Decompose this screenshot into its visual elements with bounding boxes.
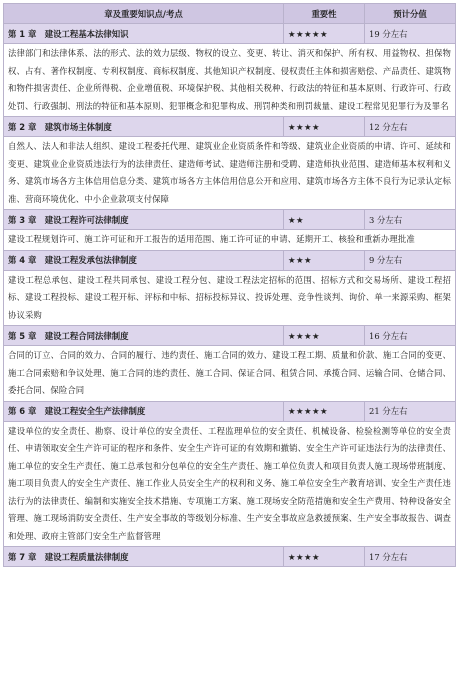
chapter-row (4, 117, 456, 137)
chapter-title: 第 5 章 建设工程合同法律制度 (4, 326, 284, 346)
header-importance: 重要性 (284, 4, 365, 24)
chapter-content: 建设工程总承包、建设工程共同承包、建设工程分包、建设工程法定招标的范围、招标方式和交易场所、建设工程招标、建设工程投标、建设工程开标、评标和中标、招标投标异议、投诉处理、竞争性谈判、询价、单一来源采购、框架协议采购 (4, 270, 456, 326)
chapter-content-row (4, 230, 456, 251)
chapter-row (4, 401, 456, 421)
chapter-title: 第 4 章 建设工程发承包法律制度 (4, 250, 284, 270)
chapter-content-row (4, 137, 456, 210)
importance-stars: ★★★★★ (284, 24, 365, 44)
importance-stars: ★★ (284, 210, 365, 230)
chapter-title: 第 2 章 建筑市场主体制度 (4, 117, 284, 137)
importance-stars: ★★★★★ (284, 401, 365, 421)
estimated-score: 9 分左右 (365, 250, 456, 270)
estimated-score: 19 分左右 (365, 24, 456, 44)
chapter-title: 第 7 章 建设工程质量法律制度 (4, 547, 284, 567)
chapter-content-row (4, 44, 456, 117)
chapter-content-row (4, 270, 456, 326)
importance-stars: ★★★★ (284, 117, 365, 137)
table-header-row (4, 4, 456, 24)
chapter-row (4, 24, 456, 44)
estimated-score: 3 分左右 (365, 210, 456, 230)
importance-stars: ★★★ (284, 250, 365, 270)
chapter-content-row (4, 346, 456, 402)
chapter-row (4, 250, 456, 270)
header-knowledge-points: 章及重要知识点/考点 (4, 4, 284, 24)
estimated-score: 16 分左右 (365, 326, 456, 346)
chapter-title: 第 6 章 建设工程安全生产法律制度 (4, 401, 284, 421)
importance-stars: ★★★★ (284, 326, 365, 346)
chapter-content: 自然人、法人和非法人组织、建设工程委托代理、建筑业企业资质条件和等级、建筑业企业资质的申请、许可、延续和变更、建筑业企业资质违法行为的法律责任、建造师考试、建造师注册和受聘、建造师执业范围、建造师基本权利和义务、建筑市场各方主体信用信息分类、建筑市场各方主体信用信息公开和应用、建筑市场各方主体不良行为记录认定标准、营商环境优化、中小企业款项支付保障 (4, 137, 456, 210)
estimated-score: 17 分左右 (365, 547, 456, 567)
chapter-title: 第 3 章 建设工程许可法律制度 (4, 210, 284, 230)
knowledge-points-table (3, 3, 456, 567)
estimated-score: 21 分左右 (365, 401, 456, 421)
chapter-content-row (4, 421, 456, 547)
chapter-row (4, 210, 456, 230)
chapter-row (4, 326, 456, 346)
chapter-content: 法律部门和法律体系、法的形式、法的效力层级、物权的设立、变更、转让、消灭和保护、所有权、用益物权、担保物权、占有、著作权制度、专利权制度、商标权制度、其他知识产权制度、侵权责任主体和损害赔偿、产品责任、建筑物和物件损害责任、企业所得税、企业增值税、环境保护税、其他相关税种、行政法的特征和基本原则、行政许可、行政处罚、行政强制、刑法的特征和基本原则、犯罪概念和犯罪构成、刑罚种类和刑罚裁量、建设工程常见犯罪行为及罪名 (4, 44, 456, 117)
chapter-content: 建设工程规划许可、施工许可证和开工报告的适用范围、施工许可证的申请、延期开工、核验和重新办理批准 (4, 230, 456, 251)
chapter-title: 第 1 章 建设工程基本法律知识 (4, 24, 284, 44)
header-estimated-score: 预计分值 (365, 4, 456, 24)
chapter-row (4, 547, 456, 567)
importance-stars: ★★★★ (284, 547, 365, 567)
estimated-score: 12 分左右 (365, 117, 456, 137)
chapter-content: 建设单位的安全责任、勘察、设计单位的安全责任、工程监理单位的安全责任、机械设备、检验检测等单位的安全责任、申请领取安全生产许可证的程序和条件、安全生产许可证的有效期和撤销、安全生产许可证违法行为的法律责任、施工单位的安全生产责任、施工总承包和分包单位的安全生产责任、施工单位负责人和项目负责人施工现场带班制度、施工项目负责人的安全生产责任、施工作业人员安全生产的权利和义务、施工单位安全生产教育培训、安全生产责任违法行为的法律责任、编制和实施安全技术措施、专项施工方案、施工现场安全防范措施和安全生产费用、特种设备安全管理、施工现场消防安全责任、生产安全事故的等级划分标准、生产安全事故应急救援预案、生产安全事故报告、调查和处理、政府主管部门安全生产监督管理 (4, 421, 456, 547)
knowledge-points-sheet (3, 3, 455, 567)
chapter-content: 合同的订立、合同的效力、合同的履行、违约责任、施工合同的效力、建设工程工期、质量和价款、施工合同的变更、施工合同索赔和争议处理、施工合同的违约责任、施工合同、保证合同、租赁合同、承揽合同、运输合同、仓储合同、委托合同、保险合同 (4, 346, 456, 402)
